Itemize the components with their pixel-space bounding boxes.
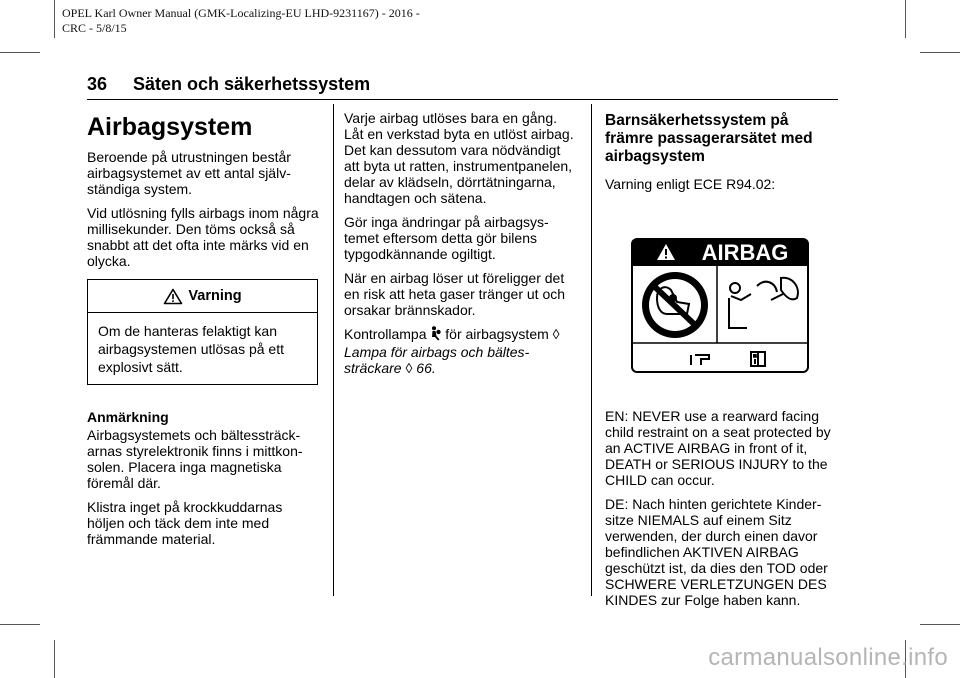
column-3: [605, 112, 840, 616]
reference-arrow-icon: ◊: [552, 326, 560, 342]
reference-page: 66.: [416, 360, 436, 376]
page-number: 36: [87, 74, 108, 94]
paragraph: Gör inga ändringar på airbagsystemet eftersom detta gör bilens typgodkännande ogiltigt.: [344, 214, 549, 262]
no-rear-facing-seat-icon: [642, 272, 708, 338]
german-warning: DE: Nach hinten gerichtete Kindersitze NIEMALS auf einem Sitz verwenden, der durch einen davor befindlichen AKTIVEN AIRBAG geschützt ist, da dies den TOD oder SCHWERE VERLETZUNGEN DES KINDES zur Folge haben kann.: [605, 496, 828, 608]
crop-mark: [905, 0, 906, 38]
airbag-label-title: AIRBAG: [701, 240, 789, 265]
column-2: [344, 110, 576, 384]
section-title: Säten och säkerhetssystem: [133, 74, 371, 94]
note-body: Airbagsystemets och bältessträckarnas styrelektronik finns i mittkonsolen. Placera inga magnetiska föremål där.: [87, 427, 303, 491]
crop-mark: [0, 624, 40, 625]
column-divider: [333, 104, 334, 596]
column-1: [87, 113, 322, 555]
warning-title: Varning: [188, 288, 242, 304]
warning-header: [88, 280, 317, 313]
cross-reference[interactable]: [344, 344, 576, 376]
crop-mark: [0, 52, 40, 53]
paragraph: Varning enligt ECE R94.02:: [605, 176, 776, 192]
crop-mark: [54, 640, 55, 678]
reference-arrow-icon: ◊: [405, 360, 413, 376]
crop-mark: [54, 0, 55, 38]
main-title: Airbagsystem: [87, 113, 253, 141]
warning-box: [87, 279, 318, 385]
watermark: carmanualsonline.info: [708, 644, 948, 671]
paragraph: Klistra inget på krockkuddarnas höljen och täck dem inte med främmande material.: [87, 499, 283, 547]
crop-mark: [920, 52, 960, 53]
crop-mark: [920, 624, 960, 625]
paragraph: Vid utlösning fylls airbags inom några millisekunder. Den töms också så snabbt att det ofta inte märks vid en olycka.: [87, 205, 319, 269]
paragraph: [344, 326, 576, 342]
paragraph: När en airbag löser ut föreligger det en risk att heta gaser tränger ut och orsakar brännskador.: [344, 270, 566, 318]
paragraph-text: för airbagsystem: [445, 326, 549, 342]
section-heading: Barnsäkerhetssystem på främre passagerarsätet med airbagsystem: [605, 112, 813, 165]
paragraph-text: Kontrollampa: [344, 326, 427, 342]
header-divider: [87, 99, 838, 100]
reference-text: Lampa för airbags och bältessträckare: [344, 344, 530, 376]
document-header-line: OPEL Karl Owner Manual (GMK-Localizing-EU LHD-9231167) - 2016 -: [62, 6, 420, 20]
document-header: [62, 6, 532, 36]
column-divider: [591, 104, 592, 596]
airbag-lamp-icon: [430, 326, 441, 341]
english-warning: EN: NEVER use a rearward facing child restraint on a seat protected by an ACTIVE AIRBAG in front of it, DEATH or SERIOUS INJURY to the CHILD can occur.: [605, 408, 831, 488]
paragraph: Beroende på utrustningen består airbagsystemet av ett antal självständiga system.: [87, 149, 291, 197]
warning-icon: [163, 288, 183, 305]
document-header-line: CRC - 5/8/15: [62, 21, 127, 35]
note-title: Anmärkning: [87, 409, 169, 425]
paragraph: Varje airbag utlöses bara en gång. Låt en verkstad byta en utlöst airbag. Det kan dessutom vara nödvändigt att byta ut ratten, instrumentpanelen, delar av klädseln, dörrtätningarna, handtagen och sätena.: [344, 110, 574, 206]
airbag-warning-label: [631, 238, 809, 373]
warning-body: Om de hanteras felaktigt kan airbagsystemen utlösas på ett explosivt sätt.: [98, 323, 284, 375]
